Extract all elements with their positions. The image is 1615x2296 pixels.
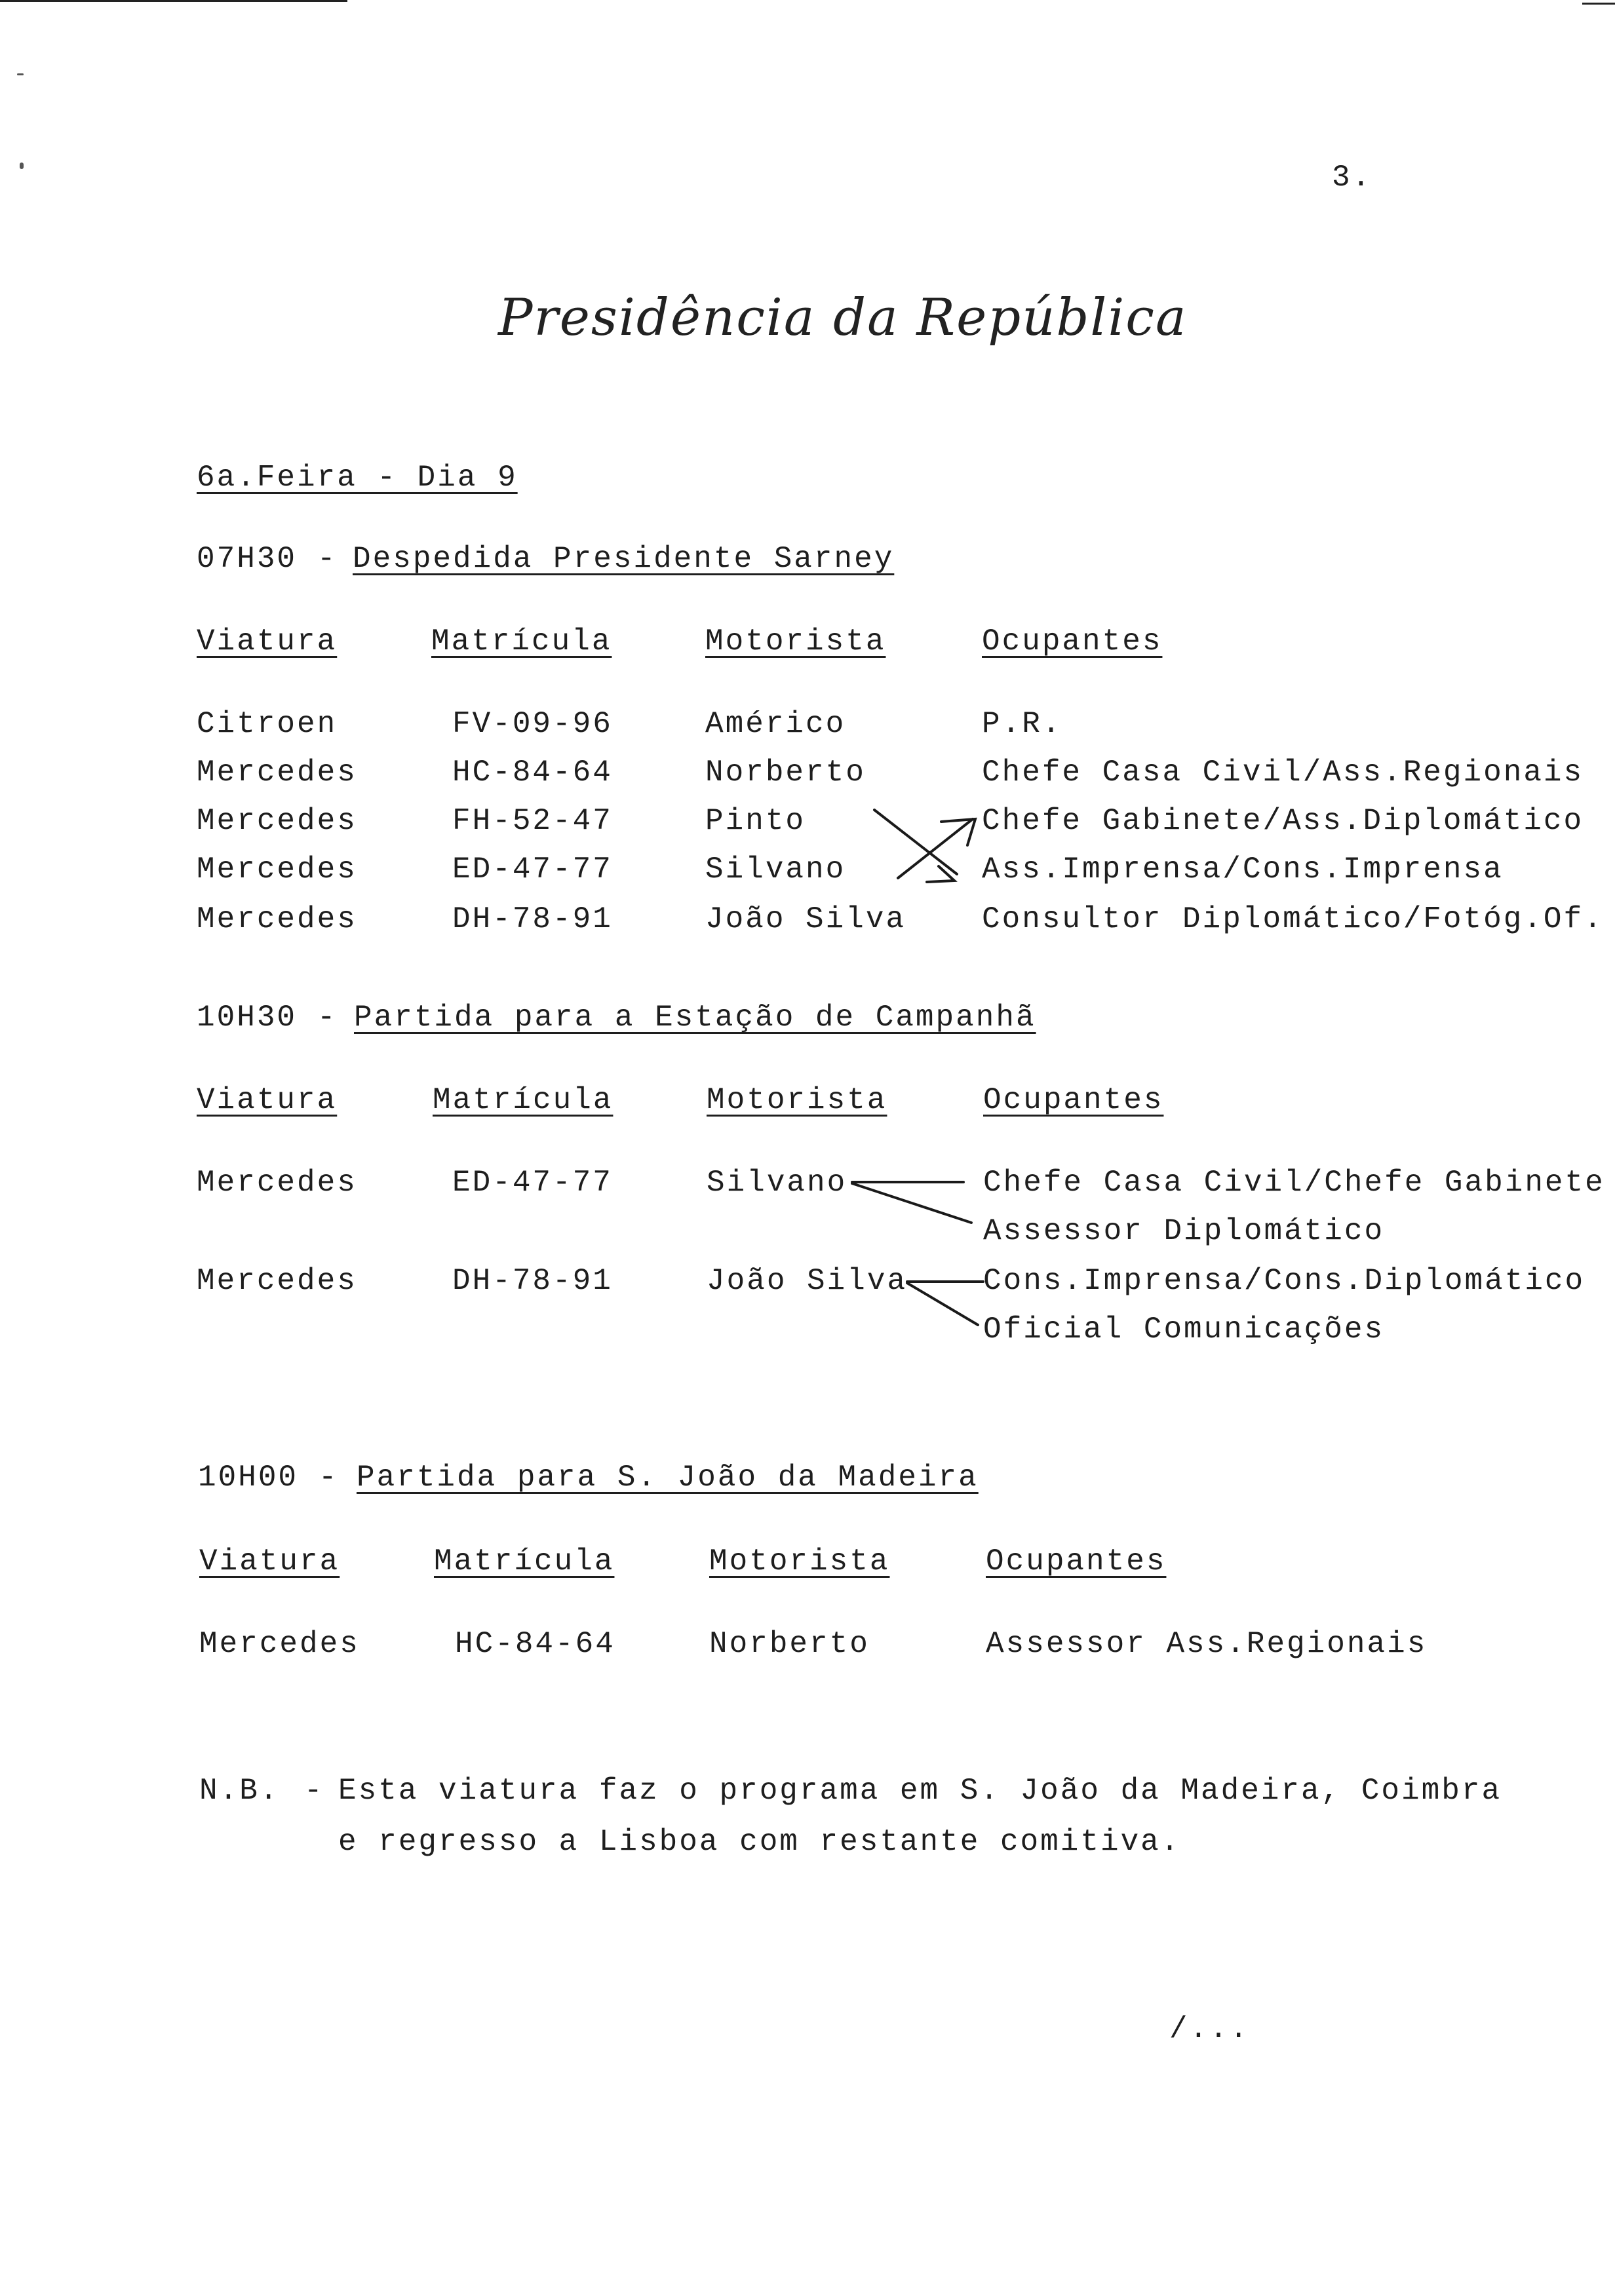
day-heading: 6a.Feira - Dia 9 bbox=[197, 461, 518, 495]
continuation-mark: /... bbox=[1169, 2012, 1250, 2046]
section-time: 10H00 bbox=[198, 1461, 299, 1495]
cell-viatura: Mercedes bbox=[197, 756, 357, 790]
cell-matricula: HC-84-64 bbox=[455, 1627, 615, 1661]
note-line-1: Esta viatura faz o programa em S. João da Madeira, Coimbra bbox=[338, 1774, 1502, 1808]
cell-ocupantes: Chefe Casa Civil/Ass.Regionais bbox=[982, 756, 1584, 790]
cell-ocupantes: Assessor Diplomático bbox=[983, 1214, 1385, 1248]
section-dash: - bbox=[317, 542, 338, 576]
cell-matricula: DH-78-91 bbox=[452, 1264, 613, 1298]
cell-motorista: Silvano bbox=[705, 852, 846, 887]
cell-ocupantes: Chefe Gabinete/Ass.Diplomático bbox=[982, 804, 1584, 838]
cell-motorista: João Silva bbox=[707, 1264, 908, 1298]
section-title: Partida para a Estação de Campanhã bbox=[354, 1001, 1036, 1035]
header-ocupantes: Ocupantes bbox=[982, 624, 1163, 659]
cell-viatura: Mercedes bbox=[197, 902, 357, 936]
letterhead: Presidência da República bbox=[498, 288, 1188, 347]
header-matricula: Matrícula bbox=[433, 1083, 613, 1117]
cell-ocupantes: Oficial Comunicações bbox=[983, 1312, 1385, 1347]
section-dash: - bbox=[319, 1461, 339, 1495]
page-number: 3. bbox=[1332, 161, 1372, 195]
cell-ocupantes: Consultor Diplomático/Fotóg.Of. bbox=[982, 902, 1604, 936]
cell-viatura: Mercedes bbox=[197, 1264, 357, 1298]
cell-motorista: Américo bbox=[705, 707, 846, 741]
header-matricula: Matrícula bbox=[434, 1544, 615, 1578]
cell-motorista: João Silva bbox=[705, 902, 906, 936]
cell-motorista: Norberto bbox=[705, 756, 866, 790]
cell-matricula: DH-78-91 bbox=[452, 902, 613, 936]
note-line-2: e regresso a Lisboa com restante comitiva. bbox=[338, 1825, 1181, 1859]
section-time: 10H30 bbox=[197, 1001, 298, 1035]
cell-matricula: FH-52-47 bbox=[452, 804, 613, 838]
cell-ocupantes: Ass.Imprensa/Cons.Imprensa bbox=[982, 852, 1504, 887]
cell-motorista: Pinto bbox=[705, 804, 806, 838]
section-dash: - bbox=[317, 1001, 338, 1035]
cell-motorista: Norberto bbox=[709, 1627, 870, 1661]
header-viatura: Viatura bbox=[197, 624, 338, 659]
cell-matricula: FV-09-96 bbox=[452, 707, 613, 741]
cell-viatura: Mercedes bbox=[197, 804, 357, 838]
header-matricula: Matrícula bbox=[431, 624, 612, 659]
cell-motorista: Silvano bbox=[707, 1166, 847, 1200]
header-ocupantes: Ocupantes bbox=[983, 1083, 1164, 1117]
cell-viatura: Mercedes bbox=[197, 852, 357, 887]
connector-joao-silva bbox=[907, 1282, 983, 1325]
header-viatura: Viatura bbox=[199, 1544, 340, 1578]
cell-ocupantes: P.R. bbox=[982, 707, 1062, 741]
cell-ocupantes: Assessor Ass.Regionais bbox=[986, 1627, 1428, 1661]
section-time: 07H30 bbox=[197, 542, 298, 576]
section-title: Partida para S. João da Madeira bbox=[357, 1461, 979, 1495]
cell-matricula: HC-84-64 bbox=[452, 756, 613, 790]
cell-ocupantes: Cons.Imprensa/Cons.Diplomático bbox=[983, 1264, 1586, 1298]
header-motorista: Motorista bbox=[705, 624, 886, 659]
connector-silvano bbox=[852, 1182, 971, 1223]
section-title: Despedida Presidente Sarney bbox=[353, 542, 895, 576]
header-ocupantes: Ocupantes bbox=[986, 1544, 1167, 1578]
note-dash: - bbox=[304, 1774, 324, 1808]
header-motorista: Motorista bbox=[707, 1083, 887, 1117]
cell-matricula: ED-47-77 bbox=[452, 1166, 613, 1200]
cell-ocupantes: Chefe Casa Civil/Chefe Gabinete bbox=[983, 1166, 1605, 1200]
header-motorista: Motorista bbox=[709, 1544, 890, 1578]
cell-viatura: Mercedes bbox=[197, 1166, 357, 1200]
note-label: N.B. bbox=[199, 1774, 280, 1808]
cell-matricula: ED-47-77 bbox=[452, 852, 613, 887]
swap-stroke-up bbox=[898, 819, 973, 878]
cell-viatura: Mercedes bbox=[199, 1627, 360, 1661]
cell-viatura: Citroen bbox=[197, 707, 338, 741]
header-viatura: Viatura bbox=[197, 1083, 338, 1117]
